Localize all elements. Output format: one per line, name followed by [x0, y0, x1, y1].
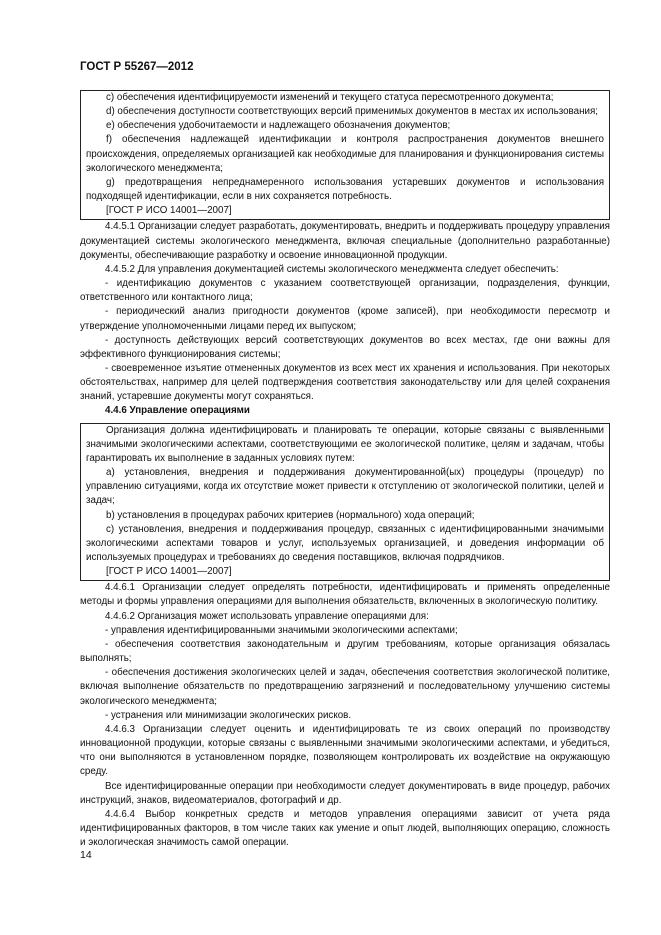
box1-item-e: e) обеспечения удобочитаемости и надлежащего обозначения документов; — [106, 120, 451, 132]
paragraph-4-4-5-2: 4.4.5.2 Для управления документацией системы экологического менеджмента следует обеспечить: — [105, 263, 559, 275]
box1-item-f: f) обеспечения надлежащей идентификации и контроля распространения документов внешнего происхождения, определяемых организацией как необходимые для планирования и функционирования системы экологического менеджмента; — [86, 134, 604, 174]
list-item: - идентификацию документов с указанием соответствующей организации, подразделения, функции, ответственного или контактного лица; — [80, 278, 610, 304]
paragraph-operations-documentation: Все идентифицированные операции при необходимости следует документировать в виде процедур, рабочих инструкций, знаков, видеоматериалов, фотографий и др. — [80, 780, 610, 806]
paragraph-4-4-5-1: 4.4.5.1 Организации следует разработать, документировать, внедрить и поддерживать процедуру управления документацией системы экологического менеджмента, включая специальные (дополнительно разработанные) документы, обеспечивающие разработку и освоение инновационной продукции. — [80, 221, 610, 261]
quoted-standard-box-2 — [80, 423, 610, 582]
box2-item-b: b) установления в процедурах рабочих критериев (нормального) хода операций; — [106, 509, 475, 521]
box2-reference: [ГОСТ Р ИСО 14001—2007] — [106, 566, 232, 578]
list-item: - обеспечения достижения экологических целей и задач, обеспечения соответствия экологической политике, включая выполнение обязательств по предотвращению загрязнений и последовательному улучшению системы экологического менеджмента; — [80, 667, 610, 707]
box2-intro: Организация должна идентифицировать и планировать те операции, которые связаны с выявленными значимыми экологическими аспектами, соответствующими ее экологической политике, целям и задачам, чтобы гарантировать их выполнение в заданных условиях путем: — [86, 424, 604, 464]
list-item: - своевременное изъятие отмененных документов из всех мест их хранения и использования. При некоторых обстоятельствах, например для целей подтверждения соответствия законодательству или для целей сохранения знаний, устаревшие документы могут сохраняться. — [80, 362, 610, 403]
paragraph-4-4-6-1: 4.4.6.1 Организации следует определять потребности, идентифицировать и применять определенные методы и формы управления операциями для выполнения обязательств, включенных в экологическую политику. — [80, 582, 610, 608]
page-number: 14 — [80, 849, 92, 861]
paragraph-4-4-6-2: 4.4.6.2 Организация может использовать управление операциями для: — [105, 610, 429, 622]
page-content — [80, 90, 610, 850]
list-item: - доступность действующих версий соответствующих документов во всех местах, где они важны для эффективного функционирования системы; — [80, 334, 610, 360]
box2-item-a: a) установления, внедрения и поддерживания документированной(ых) процедуры (процедур) по управлению ситуациями, когда их отсутствие может привести к отступлению от экологической политики, целей и задач; — [86, 467, 604, 507]
box1-item-g: g) предотвращения непреднамеренного использования устаревших документов и использования подходящей идентификации, если в них сохраняется потребность. — [86, 176, 604, 203]
box2-item-c: c) установления, внедрения и поддерживания процедур, связанных с идентифицированными значимыми экологическими аспектами товаров и услуг, используемых организацией, и доведения информации об используемых процедурах и требованиях до сведения поставщиков, включая подрядчиков. — [86, 523, 604, 563]
document-header: ГОСТ Р 55267—2012 — [80, 61, 194, 73]
section-heading-4-4-6: 4.4.6 Управление операциями — [105, 405, 250, 417]
list-item: - управления идентифицированными значимыми экологическими аспектами; — [105, 624, 458, 636]
quoted-standard-box-1 — [80, 90, 610, 220]
list-item: - периодический анализ пригодности документов (кроме записей), при необходимости пересмотр и утверждение уполномоченными лицами перед их выпуском; — [80, 306, 610, 332]
box1-item-c: c) обеспечения идентифицируемости изменений и текущего статуса пересмотренного документа; — [106, 92, 554, 103]
list-item: - обеспечения соответствия законодательным и другим требованиям, которые организация обязалась выполнять; — [80, 638, 610, 665]
paragraph-4-4-6-3: 4.4.6.3 Организации следует оценить и идентифицировать те из своих операций по производству инновационной продукции, которые связаны с выявленными значимыми экологическими аспектами, и убедиться, что они выполняются в установленном порядке, позволяющем контролировать их воздействие на окружающую среду. — [80, 723, 610, 778]
list-item: - устранения или минимизации экологических рисков. — [105, 709, 352, 721]
box1-item-d: d) обеспечения доступности соответствующих версий применимых документов в местах их использования; — [106, 106, 598, 118]
box1-reference: [ГОСТ Р ИСО 14001—2007] — [106, 205, 232, 217]
paragraph-4-4-6-4: 4.4.6.4 Выбор конкретных средств и методов управления операциями зависит от учета ряда идентифицированных факторов, в том числе таких как умение и опыт людей, выполняющих операцию, сложность и экологическая значимость самой операции. — [80, 808, 610, 849]
